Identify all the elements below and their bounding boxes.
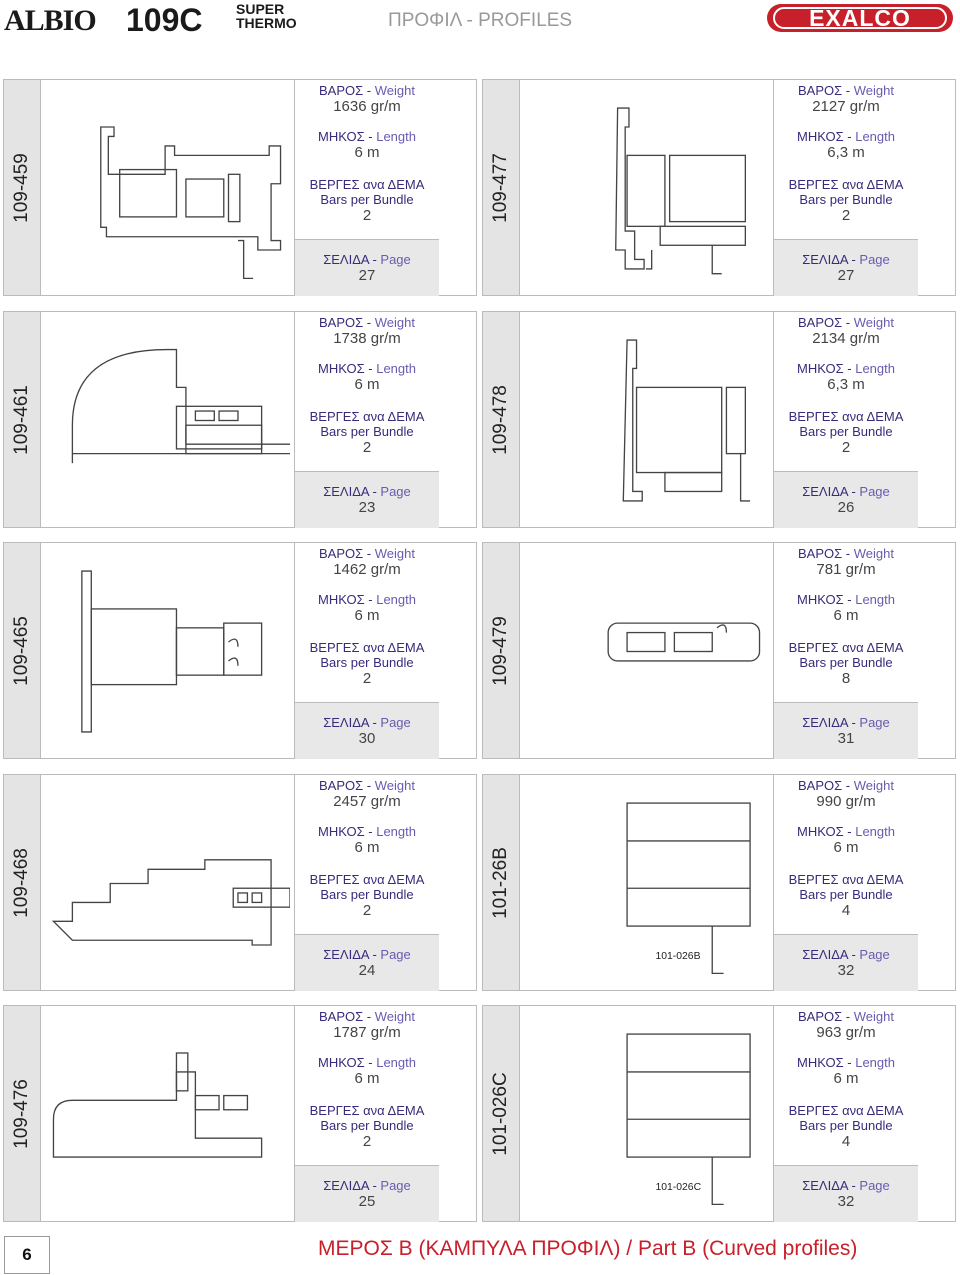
length-label-gr: ΜΗΚΟΣ -	[318, 129, 377, 144]
page-title: ΠΡΟΦΙΛ - PROFILES	[388, 10, 573, 31]
weight-label-en: Weight	[853, 546, 894, 561]
length-value: 6 m	[833, 607, 859, 624]
brand-albio: ALBIO	[4, 4, 96, 37]
page-value: 32	[837, 1193, 855, 1210]
weight-label-gr: ΒΑΡΟΣ -	[798, 83, 854, 98]
weight-label-en: Weight	[374, 315, 415, 330]
bars-label-gr: ΒΕΡΓΕΣ ανα ΔΕΜΑ	[309, 177, 425, 192]
length-label-en: Length	[376, 361, 416, 376]
length-label	[774, 361, 918, 376]
page-label-gr: ΣΕΛΙΔΑ -	[802, 1178, 860, 1193]
profile-code: 109-476	[11, 1079, 32, 1149]
page-label	[295, 947, 439, 962]
weight-value: 2457 gr/m	[333, 793, 401, 810]
page-box	[295, 702, 439, 759]
length-label-gr: ΜΗΚΟΣ -	[797, 824, 856, 839]
page-label-en: Page	[380, 715, 411, 730]
profile-code: 101-26B	[490, 847, 511, 919]
profile-code: 109-461	[11, 385, 32, 455]
weight-label	[774, 778, 918, 793]
length-label-gr: ΜΗΚΟΣ -	[797, 592, 856, 607]
page-value: 30	[358, 730, 376, 747]
page-box	[774, 934, 918, 991]
profile-card	[3, 542, 477, 759]
length-value: 6 m	[833, 1070, 859, 1087]
weight-label-en: Weight	[853, 315, 894, 330]
profile-drawing	[44, 1012, 290, 1217]
length-label-en: Length	[376, 592, 416, 607]
weight-label	[774, 1009, 918, 1024]
profile-code-strip	[4, 543, 41, 758]
page-label-gr: ΣΕΛΙΔΑ -	[802, 947, 860, 962]
weight-label-gr: ΒΑΡΟΣ -	[319, 546, 375, 561]
profile-code: 101-026C	[490, 1072, 511, 1156]
bars-label-en: Bars per Bundle	[320, 887, 414, 902]
length-label	[295, 129, 439, 144]
profile-code: 109-477	[490, 153, 511, 223]
super-text: SUPER	[236, 1, 285, 17]
page-box	[295, 934, 439, 991]
profile-info	[294, 311, 439, 528]
profile-info	[294, 774, 439, 991]
length-label	[774, 592, 918, 607]
bars-value: 4	[841, 1133, 851, 1150]
weight-label-gr: ΒΑΡΟΣ -	[319, 1009, 375, 1024]
weight-label	[295, 1009, 439, 1024]
drawing-label: 101-026C	[655, 1182, 702, 1194]
weight-value: 1787 gr/m	[333, 1024, 401, 1041]
profile-drawing	[44, 781, 290, 986]
length-value: 6 m	[354, 376, 380, 393]
profile-card	[3, 79, 477, 296]
page-label-gr: ΣΕΛΙΔΑ -	[323, 715, 381, 730]
page-number: 6	[4, 1236, 50, 1274]
bars-value: 2	[362, 1133, 372, 1150]
weight-value: 1462 gr/m	[333, 561, 401, 578]
length-label-en: Length	[855, 592, 895, 607]
bars-label-gr: ΒΕΡΓΕΣ ανα ΔΕΜΑ	[788, 640, 904, 655]
bars-label-en: Bars per Bundle	[799, 887, 893, 902]
bars-label-gr: ΒΕΡΓΕΣ ανα ΔΕΜΑ	[309, 872, 425, 887]
length-label-gr: ΜΗΚΟΣ -	[797, 361, 856, 376]
length-value: 6 m	[833, 839, 859, 856]
profile-drawing	[523, 1012, 769, 1217]
bars-label-en: Bars per Bundle	[799, 192, 893, 207]
length-label	[295, 824, 439, 839]
page-label-en: Page	[859, 947, 890, 962]
length-label-gr: ΜΗΚΟΣ -	[797, 1055, 856, 1070]
bars-value: 2	[841, 439, 851, 456]
weight-label-en: Weight	[374, 1009, 415, 1024]
model-number: 109C	[126, 2, 203, 38]
page-box	[774, 239, 918, 296]
length-label-en: Length	[376, 1055, 416, 1070]
bars-label-gr: ΒΕΡΓΕΣ ανα ΔΕΜΑ	[788, 409, 904, 424]
weight-label	[295, 546, 439, 561]
length-value: 6 m	[354, 1070, 380, 1087]
profile-code: 109-465	[11, 616, 32, 686]
length-label-en: Length	[855, 129, 895, 144]
page-box	[295, 239, 439, 296]
weight-label	[295, 778, 439, 793]
profile-info	[773, 79, 918, 296]
page-value: 26	[837, 499, 855, 516]
profile-code: 109-479	[490, 616, 511, 686]
profile-drawing	[44, 318, 290, 523]
bars-value: 8	[841, 670, 851, 687]
page-value: 27	[358, 267, 376, 284]
page-label	[774, 484, 918, 499]
exalco-logo: EXALCO	[767, 4, 953, 32]
bars-value: 2	[841, 207, 851, 224]
page-label	[295, 252, 439, 267]
bars-value: 2	[362, 207, 372, 224]
page-box	[774, 1165, 918, 1222]
weight-value: 1738 gr/m	[333, 330, 401, 347]
page-label-en: Page	[380, 252, 411, 267]
profile-code: 109-478	[490, 385, 511, 455]
length-value: 6,3 m	[827, 144, 865, 161]
profile-info	[294, 1005, 439, 1222]
bars-label-gr: ΒΕΡΓΕΣ ανα ΔΕΜΑ	[309, 409, 425, 424]
profile-drawing	[523, 86, 769, 291]
length-label-gr: ΜΗΚΟΣ -	[318, 592, 377, 607]
length-label-en: Length	[376, 129, 416, 144]
page-label-gr: ΣΕΛΙΔΑ -	[323, 947, 381, 962]
profile-drawing	[44, 86, 290, 291]
bars-value: 4	[841, 902, 851, 919]
weight-label-gr: ΒΑΡΟΣ -	[798, 546, 854, 561]
page-value: 32	[837, 962, 855, 979]
profile-drawing	[44, 549, 290, 754]
weight-label	[295, 83, 439, 98]
profile-card	[482, 311, 956, 528]
weight-value: 2127 gr/m	[812, 98, 880, 115]
bars-label-gr: ΒΕΡΓΕΣ ανα ΔΕΜΑ	[788, 177, 904, 192]
weight-value: 1636 gr/m	[333, 98, 401, 115]
weight-label-en: Weight	[853, 778, 894, 793]
page-label-en: Page	[859, 1178, 890, 1193]
bars-label-en: Bars per Bundle	[320, 192, 414, 207]
length-label	[295, 592, 439, 607]
weight-label-en: Weight	[853, 1009, 894, 1024]
weight-label-en: Weight	[374, 83, 415, 98]
weight-label-en: Weight	[374, 778, 415, 793]
profile-card	[3, 311, 477, 528]
length-label-en: Length	[376, 824, 416, 839]
profile-card	[482, 542, 956, 759]
weight-label	[295, 315, 439, 330]
page-label-en: Page	[859, 252, 890, 267]
length-label	[774, 129, 918, 144]
weight-label	[774, 315, 918, 330]
page-label	[295, 1178, 439, 1193]
length-label	[295, 1055, 439, 1070]
profile-drawing	[523, 318, 769, 523]
weight-label	[774, 546, 918, 561]
page-value: 23	[358, 499, 376, 516]
profile-code-strip	[483, 1006, 520, 1221]
profile-card	[482, 79, 956, 296]
bars-label-en: Bars per Bundle	[320, 1118, 414, 1133]
profile-info	[773, 542, 918, 759]
profile-info	[773, 1005, 918, 1222]
profile-card	[3, 774, 477, 991]
length-label-en: Length	[855, 361, 895, 376]
profile-drawing	[523, 781, 769, 986]
weight-label-en: Weight	[853, 83, 894, 98]
page-value: 25	[358, 1193, 376, 1210]
profile-info	[773, 774, 918, 991]
page-label-gr: ΣΕΛΙΔΑ -	[802, 715, 860, 730]
length-label-en: Length	[855, 824, 895, 839]
bars-label-en: Bars per Bundle	[799, 655, 893, 670]
page-value: 31	[837, 730, 855, 747]
bars-value: 2	[362, 902, 372, 919]
weight-label-en: Weight	[374, 546, 415, 561]
weight-value: 2134 gr/m	[812, 330, 880, 347]
profile-code-strip	[4, 775, 41, 990]
profile-card	[482, 1005, 956, 1222]
page-label-gr: ΣΕΛΙΔΑ -	[323, 252, 381, 267]
page-label-en: Page	[380, 947, 411, 962]
page-label	[295, 484, 439, 499]
page-value: 27	[837, 267, 855, 284]
bars-label-gr: ΒΕΡΓΕΣ ανα ΔΕΜΑ	[788, 872, 904, 887]
bars-label-en: Bars per Bundle	[799, 424, 893, 439]
bars-label-en: Bars per Bundle	[799, 1118, 893, 1133]
weight-label	[774, 83, 918, 98]
length-label-gr: ΜΗΚΟΣ -	[797, 129, 856, 144]
profile-code-strip	[483, 80, 520, 295]
profile-code-strip	[4, 80, 41, 295]
page-label	[774, 715, 918, 730]
bars-label-en: Bars per Bundle	[320, 655, 414, 670]
bars-label-gr: ΒΕΡΓΕΣ ανα ΔΕΜΑ	[309, 640, 425, 655]
weight-value: 963 gr/m	[816, 1024, 876, 1041]
length-value: 6 m	[354, 839, 380, 856]
page-box	[774, 471, 918, 528]
super-thermo	[236, 2, 297, 30]
page-label-en: Page	[380, 484, 411, 499]
profile-card	[482, 774, 956, 991]
weight-value: 781 gr/m	[816, 561, 876, 578]
profile-info	[294, 542, 439, 759]
length-value: 6 m	[354, 144, 380, 161]
page-label	[295, 715, 439, 730]
bars-label-gr: ΒΕΡΓΕΣ ανα ΔΕΜΑ	[788, 1103, 904, 1118]
drawing-label: 101-026B	[655, 951, 701, 963]
weight-label-gr: ΒΑΡΟΣ -	[798, 315, 854, 330]
page-label-en: Page	[859, 484, 890, 499]
profile-code-strip	[483, 312, 520, 527]
weight-label-gr: ΒΑΡΟΣ -	[319, 778, 375, 793]
page-label-gr: ΣΕΛΙΔΑ -	[802, 252, 860, 267]
profile-info	[773, 311, 918, 528]
profile-code: 109-468	[11, 848, 32, 918]
profile-code-strip	[4, 312, 41, 527]
length-label-gr: ΜΗΚΟΣ -	[318, 824, 377, 839]
profile-info	[294, 79, 439, 296]
page-value: 24	[358, 962, 376, 979]
length-label-gr: ΜΗΚΟΣ -	[318, 1055, 377, 1070]
weight-label-gr: ΒΑΡΟΣ -	[798, 778, 854, 793]
page-label-en: Page	[380, 1178, 411, 1193]
length-value: 6,3 m	[827, 376, 865, 393]
weight-label-gr: ΒΑΡΟΣ -	[319, 83, 375, 98]
page-box	[295, 1165, 439, 1222]
bars-value: 2	[362, 670, 372, 687]
length-label	[774, 1055, 918, 1070]
profile-code-strip	[4, 1006, 41, 1221]
profile-code-strip	[483, 775, 520, 990]
thermo-text: THERMO	[236, 15, 297, 31]
length-value: 6 m	[354, 607, 380, 624]
page-label-en: Page	[859, 715, 890, 730]
weight-value: 990 gr/m	[816, 793, 876, 810]
profile-code: 109-459	[11, 153, 32, 223]
bars-label-gr: ΒΕΡΓΕΣ ανα ΔΕΜΑ	[309, 1103, 425, 1118]
page-box	[774, 702, 918, 759]
section-title: ΜΕΡΟΣ Β (ΚΑΜΠΥΛΑ ΠΡΟΦΙΛ) / Part B (Curved profiles)	[318, 1237, 858, 1260]
profile-drawing	[523, 549, 769, 754]
length-label	[774, 824, 918, 839]
length-label-gr: ΜΗΚΟΣ -	[318, 361, 377, 376]
page-label	[774, 252, 918, 267]
length-label	[295, 361, 439, 376]
bars-label-en: Bars per Bundle	[320, 424, 414, 439]
page-box	[295, 471, 439, 528]
page-label	[774, 947, 918, 962]
page-label-gr: ΣΕΛΙΔΑ -	[802, 484, 860, 499]
page-label-gr: ΣΕΛΙΔΑ -	[323, 1178, 381, 1193]
weight-label-gr: ΒΑΡΟΣ -	[319, 315, 375, 330]
profile-code-strip	[483, 543, 520, 758]
page-label	[774, 1178, 918, 1193]
bars-value: 2	[362, 439, 372, 456]
profile-card	[3, 1005, 477, 1222]
weight-label-gr: ΒΑΡΟΣ -	[798, 1009, 854, 1024]
length-label-en: Length	[855, 1055, 895, 1070]
page-label-gr: ΣΕΛΙΔΑ -	[323, 484, 381, 499]
